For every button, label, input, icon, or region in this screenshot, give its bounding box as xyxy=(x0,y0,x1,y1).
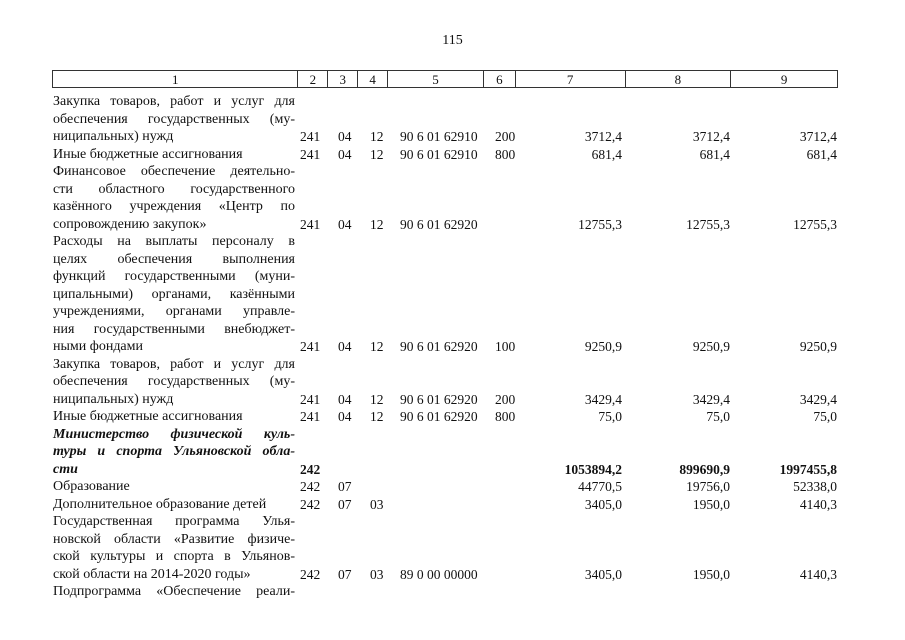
description-line: новской области «Развитие физиче- xyxy=(53,531,295,547)
table-row xyxy=(0,146,905,164)
description-line: Образование xyxy=(53,479,130,494)
header-col-8: 8 xyxy=(626,71,732,87)
description-line: Государственная программа Улья- xyxy=(53,514,295,529)
table-row xyxy=(0,408,905,426)
cell-c2: 242 xyxy=(300,461,321,477)
cell-c9: 4140,3 xyxy=(799,566,837,582)
table-row xyxy=(0,233,905,356)
description-line: Закупка товаров, работ и услуг для xyxy=(53,356,295,372)
description-line: ниципальных) нужд xyxy=(53,129,174,144)
cell-c7: 44770,5 xyxy=(578,479,622,494)
cell-c6: 200 xyxy=(495,129,516,144)
cell-c2: 241 xyxy=(300,339,321,354)
cell-c3: 04 xyxy=(338,339,352,354)
cell-c5: 90 6 01 62920 xyxy=(400,409,478,424)
cell-c5: 90 6 01 62910 xyxy=(400,129,478,144)
cell-c9: 12755,3 xyxy=(793,216,837,232)
description-line: Закупка товаров, работ и услуг для xyxy=(53,94,295,109)
header-col-1: 1 xyxy=(53,71,298,87)
row-description xyxy=(53,146,295,164)
description-line: ской культуры и спорта в Ульянов- xyxy=(53,549,295,564)
cell-c7: 3405,0 xyxy=(584,496,622,512)
table-row xyxy=(0,426,905,479)
description-line: ципальными) органами, казёнными xyxy=(53,286,295,302)
description-line: сти областного государственного xyxy=(53,181,295,197)
cell-c9: 3712,4 xyxy=(799,129,837,144)
cell-c5: 90 6 01 62920 xyxy=(400,339,478,354)
cell-c8: 1950,0 xyxy=(692,566,730,582)
description-line: ниципальных) нужд xyxy=(53,391,174,407)
cell-c4: 12 xyxy=(370,391,384,407)
cell-c7: 12755,3 xyxy=(578,216,622,232)
cell-c2: 242 xyxy=(300,496,321,512)
cell-c3: 07 xyxy=(338,479,352,494)
description-line: Расходы на выплаты персоналу в xyxy=(53,234,295,249)
header-col-9: 9 xyxy=(780,72,788,87)
description-line: учреждениями, органами управле- xyxy=(53,304,295,319)
cell-c2: 241 xyxy=(300,129,321,144)
cell-c7: 3712,4 xyxy=(584,129,622,144)
header-col-5: 5 xyxy=(388,71,484,87)
cell-c6: 800 xyxy=(495,146,516,162)
row-description xyxy=(53,513,295,583)
cell-c2: 242 xyxy=(300,566,321,582)
cell-c4: 12 xyxy=(370,409,384,424)
description-line: Министерство физической куль- xyxy=(53,426,295,442)
cell-c7: 9250,9 xyxy=(584,339,622,354)
cell-c8: 9250,9 xyxy=(692,339,730,354)
cell-c5: 90 6 01 62920 xyxy=(400,391,478,407)
cell-c3: 04 xyxy=(338,409,352,424)
header-col-4: 4 xyxy=(358,71,388,87)
cell-c4: 12 xyxy=(370,339,384,354)
row-description xyxy=(53,356,295,409)
cell-c7: 681,4 xyxy=(591,146,622,162)
cell-c8: 1950,0 xyxy=(692,496,730,512)
page-number: 115 xyxy=(442,33,463,48)
row-description xyxy=(53,583,295,601)
cell-c8: 681,4 xyxy=(699,146,730,162)
cell-c4: 03 xyxy=(370,566,384,582)
cell-c5: 89 0 00 00000 xyxy=(400,566,478,582)
cell-c2: 241 xyxy=(300,391,321,407)
cell-c3: 04 xyxy=(338,146,352,162)
cell-c9: 52338,0 xyxy=(793,479,837,494)
row-description xyxy=(53,496,295,514)
description-line: ния государственными внебюджет- xyxy=(53,321,295,337)
cell-c6: 200 xyxy=(495,391,516,407)
cell-c3: 07 xyxy=(338,496,352,512)
description-line: Дополнительное образование детей xyxy=(53,496,267,512)
cell-c8: 12755,3 xyxy=(686,216,730,232)
cell-c2: 241 xyxy=(300,409,321,424)
table-header xyxy=(52,70,838,88)
header-col-3: 3 xyxy=(328,71,358,87)
cell-c8: 3712,4 xyxy=(692,129,730,144)
cell-c8: 3429,4 xyxy=(692,391,730,407)
table-row xyxy=(0,496,905,514)
description-line: сопровождению закупок» xyxy=(53,216,207,232)
table-row xyxy=(0,478,905,496)
table-row xyxy=(0,513,905,583)
cell-c7: 3429,4 xyxy=(584,391,622,407)
description-line: целях обеспечения выполнения xyxy=(53,251,295,267)
cell-c8: 899690,9 xyxy=(679,461,730,477)
cell-c6: 800 xyxy=(495,409,516,424)
cell-c3: 04 xyxy=(338,391,352,407)
row-description xyxy=(53,93,295,146)
cell-c9: 4140,3 xyxy=(799,496,837,512)
description-line: сти xyxy=(53,461,78,477)
cell-c3: 04 xyxy=(338,216,352,232)
description-line: Иные бюджетные ассигнования xyxy=(53,146,243,162)
cell-c9: 75,0 xyxy=(813,409,837,424)
cell-c3: 07 xyxy=(338,566,352,582)
header-col-7: 7 xyxy=(516,71,626,87)
header-col-6: 6 xyxy=(484,71,516,87)
table-row xyxy=(0,163,905,233)
cell-c9: 681,4 xyxy=(806,146,837,162)
description-line: казённого учреждения «Центр по xyxy=(53,199,295,214)
cell-c7: 75,0 xyxy=(598,409,622,424)
cell-c2: 241 xyxy=(300,146,321,162)
cell-c4: 12 xyxy=(370,129,384,144)
cell-c5: 90 6 01 62920 xyxy=(400,216,478,232)
cell-c9: 9250,9 xyxy=(799,339,837,354)
cell-c9: 3429,4 xyxy=(799,391,837,407)
description-line: Иные бюджетные ассигнования xyxy=(53,409,243,424)
table-row xyxy=(0,583,905,601)
description-line: Финансовое обеспечение деятельно- xyxy=(53,164,295,179)
row-description xyxy=(53,163,295,233)
description-line: функций государственными (муни- xyxy=(53,269,295,284)
description-line: ской области на 2014-2020 годы» xyxy=(53,566,251,582)
description-line: туры и спорта Ульяновской обла- xyxy=(53,444,295,459)
cell-c2: 242 xyxy=(300,479,321,494)
cell-c2: 241 xyxy=(300,216,321,232)
description-line: Подпрограмма «Обеспечение реали- xyxy=(53,584,295,599)
row-description xyxy=(53,408,295,426)
cell-c6: 100 xyxy=(495,339,516,354)
description-line: обеспечения государственных (му- xyxy=(53,111,295,127)
header-col-2: 2 xyxy=(298,71,328,87)
row-description xyxy=(53,478,295,496)
cell-c9: 1997455,8 xyxy=(779,461,837,477)
row-description xyxy=(53,426,295,479)
row-description xyxy=(53,233,295,356)
description-line: ными фондами xyxy=(53,339,144,354)
cell-c4: 12 xyxy=(370,146,384,162)
table-row xyxy=(0,356,905,409)
cell-c8: 75,0 xyxy=(706,409,730,424)
cell-c8: 19756,0 xyxy=(686,479,730,494)
cell-c4: 03 xyxy=(370,496,384,512)
description-line: обеспечения государственных (му- xyxy=(53,374,295,389)
table-row xyxy=(0,93,905,146)
cell-c7: 1053894,2 xyxy=(564,461,622,477)
cell-c4: 12 xyxy=(370,216,384,232)
cell-c3: 04 xyxy=(338,129,352,144)
cell-c5: 90 6 01 62910 xyxy=(400,146,478,162)
cell-c7: 3405,0 xyxy=(584,566,622,582)
